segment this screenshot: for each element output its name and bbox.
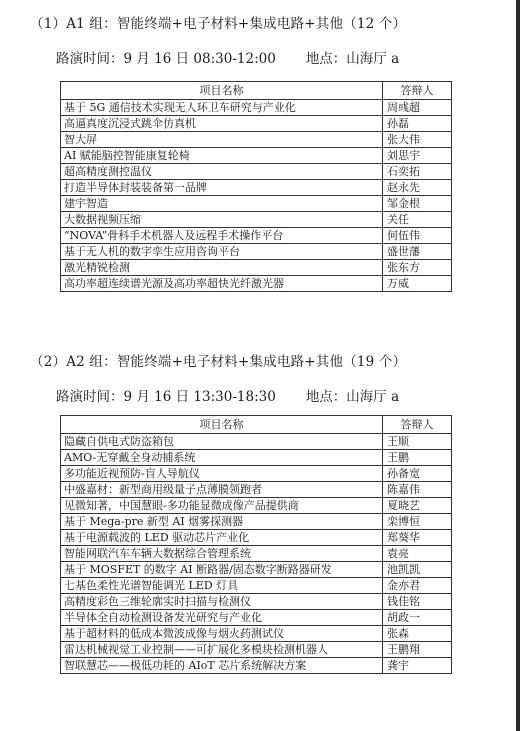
presenter-name: 孙备宽 (383, 466, 452, 482)
table-row (61, 212, 452, 228)
presenter-name: 龚宇 (383, 658, 452, 674)
group-1-session-info (56, 47, 399, 67)
presenter-name: 盛世藩 (383, 244, 452, 260)
project-name: AMO-无穿戴全身动捕系统 (61, 450, 383, 466)
presenter-name: 关任 (383, 212, 452, 228)
presenter-name: 池凯凯 (383, 562, 452, 578)
table-row (61, 610, 452, 626)
table-row (61, 276, 452, 292)
table-row (61, 244, 452, 260)
table-row (61, 594, 452, 610)
table-row (61, 180, 452, 196)
presenter-name: 刘思宇 (383, 148, 452, 164)
project-name: 高功率超连续谱光源及高功率超快光纤激光器 (61, 276, 383, 292)
table-row (61, 562, 452, 578)
project-name: 高逼真度沉浸式跳伞仿真机 (61, 116, 383, 132)
presenter-name: 金亦君 (383, 578, 452, 594)
presenter-name: 郑葵华 (383, 530, 452, 546)
presenter-name: 万威 (383, 276, 452, 292)
project-name: 基于无人机的数字孪生应用咨询平台 (61, 244, 383, 260)
presenter-name: 何伍伟 (383, 228, 452, 244)
group-2-heading: （2）A2 组：智能终端+电子材料+集成电路+其他（19 个） (30, 354, 407, 370)
table-row (61, 450, 452, 466)
table-row (61, 530, 452, 546)
group-2-table (60, 415, 452, 674)
group-2-location: 地点：山海厅 a (305, 389, 400, 405)
table-row (61, 132, 452, 148)
project-name: 七基色柔性光谱智能调光 LED 灯具 (61, 578, 383, 594)
column-header-person: 答辩人 (383, 82, 452, 100)
table-row (61, 578, 452, 594)
project-name: 隐藏自供电式防盗箱包 (61, 434, 383, 450)
presenter-name: 王鹏 (383, 450, 452, 466)
group-2-time: 路演时间：9 月 16 日 13:30-18:30 (56, 389, 276, 405)
project-name: AI 赋能脑控智能康复轮椅 (61, 148, 383, 164)
presenter-name: 张东方 (383, 260, 452, 276)
column-header-project: 项目名称 (61, 82, 383, 100)
project-name: 中盛嘉材：新型商用级量子点薄膜领跑者 (61, 482, 383, 498)
table-row (61, 546, 452, 562)
project-name: 激光精锐检测 (61, 260, 383, 276)
project-name: 建宇智造 (61, 196, 383, 212)
table-row (61, 100, 452, 116)
group-1-table (60, 81, 452, 292)
presenter-name: 邹金根 (383, 196, 452, 212)
group-2-session-info (56, 385, 399, 405)
presenter-name: 王顺 (383, 434, 452, 450)
project-name: 多功能近视预防-盲人导航仪 (61, 466, 383, 482)
presenter-name: 袁亮 (383, 546, 452, 562)
group-1-location: 地点：山海厅 a (305, 51, 400, 67)
project-name: 超高精度测控温仪 (61, 164, 383, 180)
presenter-name: 赵永先 (383, 180, 452, 196)
table-row (61, 148, 452, 164)
table-row (61, 116, 452, 132)
table-header-row (61, 416, 452, 434)
project-name: 智联慧芯——极低功耗的 AIoT 芯片系统解决方案 (61, 658, 383, 674)
table-row (61, 658, 452, 674)
presenter-name: 陈嘉伟 (383, 482, 452, 498)
table-row (61, 260, 452, 276)
table-row (61, 498, 452, 514)
scan-edge-shadow (516, 0, 520, 731)
project-name: 雷达机械视觉工业控制——可扩展化多模块检测机器人 (61, 642, 383, 658)
table-row (61, 164, 452, 180)
table-row (61, 196, 452, 212)
presenter-name: 夏晓艺 (383, 498, 452, 514)
group-1-heading: （1）A1 组：智能终端+电子材料+集成电路+其他（12 个） (30, 16, 407, 32)
project-name: 基于 Mega-pre 新型 AI 烟雾探测器 (61, 514, 383, 530)
presenter-name: 胡政一 (383, 610, 452, 626)
presenter-name: 王鹏翔 (383, 642, 452, 658)
project-name: 基于电源载波的 LED 驱动芯片产业化 (61, 530, 383, 546)
project-name: 打造半导体封装装备第一品牌 (61, 180, 383, 196)
presenter-name: 栾博恒 (383, 514, 452, 530)
project-name: 高精度彩色三维轮廓实时扫描与检测仪 (61, 594, 383, 610)
project-name: 大数据视频压缩 (61, 212, 383, 228)
group-1-time: 路演时间：9 月 16 日 08:30-12:00 (56, 51, 276, 67)
presenter-name: 孙磊 (383, 116, 452, 132)
table-row (61, 466, 452, 482)
table-row (61, 434, 452, 450)
table-row (61, 514, 452, 530)
project-name: 基于 MOSFET 的数字 AI 断路器/固态数字断路器研发 (61, 562, 383, 578)
table-row (61, 482, 452, 498)
presenter-name: 钱佳铭 (383, 594, 452, 610)
table-row (61, 626, 452, 642)
table-row (61, 228, 452, 244)
table-row (61, 642, 452, 658)
project-name: 基于超材料的低成本微波成像与烟火药测试仪 (61, 626, 383, 642)
project-name: 见微知著，中国慧眼-多功能显微成像产品提供商 (61, 498, 383, 514)
presenter-name: 张森 (383, 626, 452, 642)
column-header-project: 项目名称 (61, 416, 383, 434)
column-header-person: 答辩人 (383, 416, 452, 434)
table-header-row (61, 82, 452, 100)
presenter-name: 周彧超 (383, 100, 452, 116)
presenter-name: 张大伟 (383, 132, 452, 148)
project-name: 半导体全自动检测设备发光研究与产业化 (61, 610, 383, 626)
presenter-name: 石奕拓 (383, 164, 452, 180)
project-name: 智大屏 (61, 132, 383, 148)
project-name: 智能网联汽车车辆大数据综合管理系统 (61, 546, 383, 562)
project-name: 基于 5G 通信技术实现无人环卫车研究与产业化 (61, 100, 383, 116)
project-name: “NOVA”骨科手术机器人及远程手术操作平台 (61, 228, 383, 244)
